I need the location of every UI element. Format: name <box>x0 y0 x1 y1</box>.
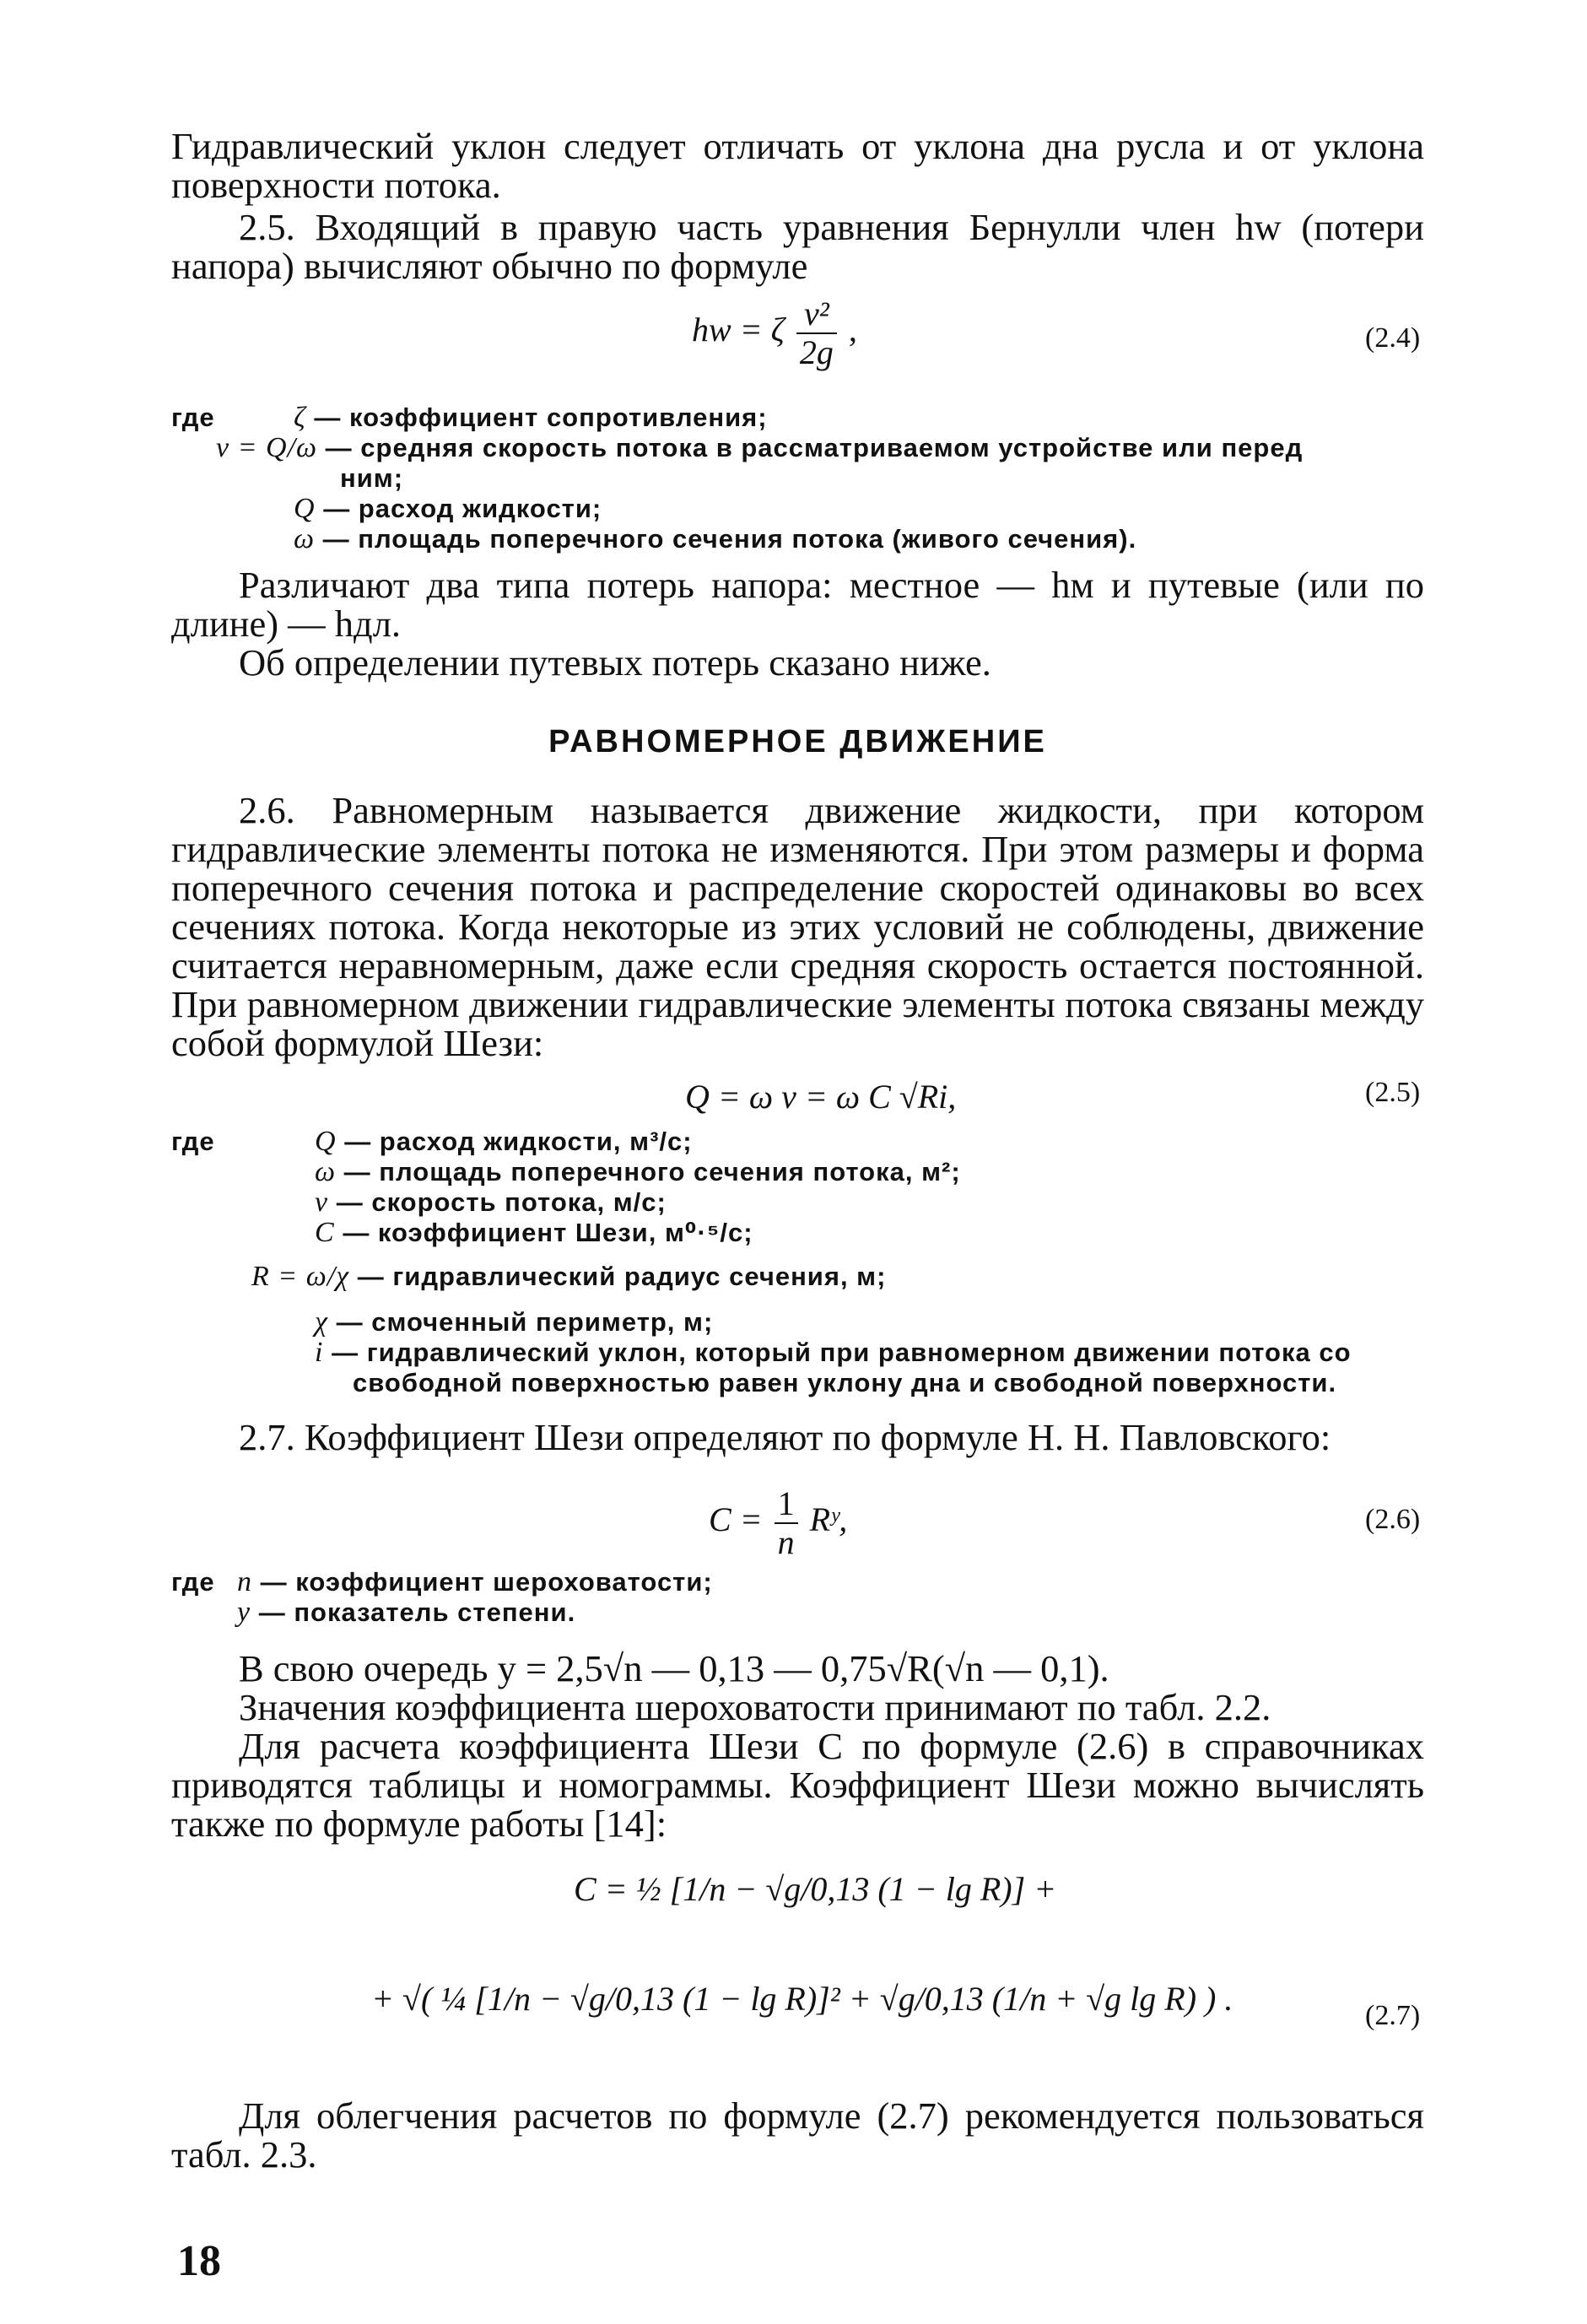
equation-2-4-fraction <box>796 295 837 371</box>
definition-row: ζ — коэффициент сопротивления; <box>294 402 768 433</box>
equation-2-6-denominator: n <box>777 1523 795 1561</box>
definition-row: R = ω/χ — гидравлический радиус сечения, м; <box>251 1261 887 1292</box>
equation-2-7-line-1: C = ½ [1/n − √g/0,13 (1 − lg R)] + <box>574 1870 1057 1908</box>
paragraph-2 <box>171 208 1424 285</box>
equation-number-2-4: (2.4) <box>1365 322 1421 354</box>
equation-2-4-numerator: v² <box>796 295 837 334</box>
definition-row: ω — площадь поперечного сечения потока, м²; <box>315 1156 961 1187</box>
equation-2-4-tail: , <box>848 311 857 349</box>
definition-row: χ — смоченный периметр, м; <box>315 1306 714 1338</box>
equation-2-6-lhs: C = <box>709 1500 763 1539</box>
equation-2-7-line-2: + √( ¼ [1/n − √g/0,13 (1 − lg R)]² + √g/0,13 (1/n + √g lg R) ) . <box>371 1980 1233 2018</box>
equation-2-4-denominator: 2g <box>799 333 834 371</box>
paragraph-9-text: Для расчета коэффициента Шези C по формуле (2.6) в справочниках приводятся таблицы и номограммы. Коэффициент Шези можно вычислять также по формуле работы [14]: <box>171 1725 1424 1845</box>
equation-2-6-fraction <box>775 1485 798 1561</box>
paragraph-1 <box>171 127 1424 204</box>
definitions-list-1 <box>171 403 1424 555</box>
equation-number-2-5: (2.5) <box>1365 1077 1421 1108</box>
equation-2-6 <box>709 1485 847 1561</box>
paragraph-4-text: Об определении путевых потерь сказано ниже. <box>239 641 991 684</box>
definition-row: ним; <box>340 463 404 493</box>
definition-row: y — показатель степени. <box>237 1597 576 1628</box>
equation-2-4-lhs: hw = ζ <box>692 311 785 349</box>
definitions-list-3 <box>171 1568 1424 1632</box>
equation-2-4 <box>692 295 857 371</box>
paragraph-6-text: 2.7. Коэффициент Шези определяют по формуле Н. Н. Павловского: <box>239 1416 1331 1458</box>
section-heading: РАВНОМЕРНОЕ ДВИЖЕНИЕ <box>548 724 1047 759</box>
definition-row: Q — расход жидкости; <box>294 493 602 524</box>
equation-number-2-7: (2.7) <box>1365 2000 1421 2031</box>
definitions-where-label: где <box>171 1127 215 1156</box>
equation-number-2-6: (2.6) <box>1365 1504 1421 1535</box>
paragraph-3 <box>171 565 1424 682</box>
definition-row: i — гидравлический уклон, который при равномерном движении потока со <box>315 1337 1352 1368</box>
paragraph-1-text: Гидравлический уклон следует отличать от уклона дна русла и от уклона поверхности потока. <box>171 125 1424 206</box>
definition-row: C — коэффициент Шези, м⁰·⁵/с; <box>315 1217 753 1248</box>
paragraph-8-text: Значения коэффициента шероховатости принимают по табл. 2.2. <box>239 1686 1271 1728</box>
definitions-where-label: где <box>171 403 215 432</box>
definition-row: n — коэффициент шероховатости; <box>237 1566 713 1597</box>
paragraph-7 <box>171 1649 1424 1843</box>
definition-row: v — скорость потока, м/с; <box>315 1186 667 1218</box>
definition-row: Q — расход жидкости, м³/с; <box>315 1126 693 1157</box>
page-number: 18 <box>177 2237 221 2285</box>
paragraph-5-text: 2.6. Равномерным называется движение жидкости, при котором гидравлические элементы потока не изменяются. При этом размеры и форма поперечного сечения потока и распределение скоростей одинаковы во всех сечениях потока. Когда некоторые из этих условий не соблюдены, движение считается неравномерным, даже если средняя скорость остается постоянной. При равномерном движении гидравлические элементы потока связаны между собой формулой Шези: <box>171 789 1424 1064</box>
paragraph-10-text: Для облегчения расчетов по формуле (2.7) рекомендуется пользоваться табл. 2.3. <box>171 2094 1424 2175</box>
paragraph-5 <box>171 791 1424 1062</box>
paragraph-3-text: Различают два типа потерь напора: местное — hм и путевые (или по длине) — hдл. <box>171 564 1424 645</box>
definition-row: v = Q/ω — средняя скорость потока в рассматриваемом устройстве или перед <box>216 432 1304 463</box>
definition-row: ω — площадь поперечного сечения потока (живого сечения). <box>294 523 1137 554</box>
paragraph-2-text: 2.5. Входящий в правую часть уравнения Бернулли член hw (потери напора) вычисляют обычно по формуле <box>171 206 1424 287</box>
equation-2-6-numerator: 1 <box>775 1485 798 1524</box>
definition-row: свободной поверхностью равен уклону дна и свободной поверхности. <box>353 1368 1337 1397</box>
definitions-where-label: где <box>171 1567 215 1597</box>
paragraph-10 <box>171 2096 1424 2174</box>
paragraph-6 <box>171 1418 1424 1457</box>
paragraph-7-text: В свою очередь y = 2,5√n — 0,13 — 0,75√R(√n — 0,1). <box>239 1647 1109 1689</box>
equation-2-6-tail: Rʸ, <box>809 1500 848 1539</box>
definitions-list-2 <box>171 1127 1424 1414</box>
equation-2-5: Q = ω v = ω C √Ri, <box>685 1078 957 1116</box>
